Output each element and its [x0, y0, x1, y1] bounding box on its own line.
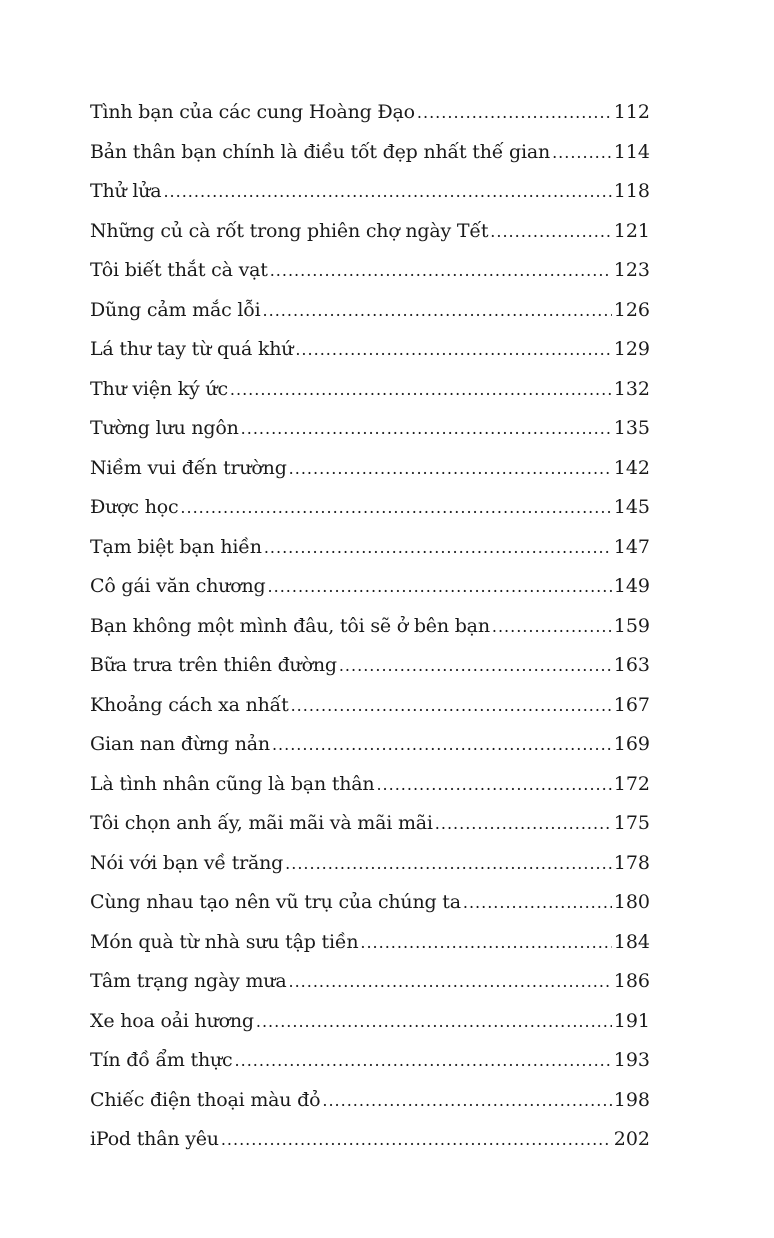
toc-entry-title: Cùng nhau tạo nên vũ trụ của chúng ta — [90, 891, 461, 913]
toc-entry-title: Những củ cà rốt trong phiên chợ ngày Tết — [90, 219, 489, 242]
toc-page-number: 167 — [613, 693, 650, 716]
toc-entry[interactable] — [90, 97, 650, 137]
toc-entry-title: Tín đồ ẩm thực — [90, 1049, 233, 1071]
toc-entry-title: Xe hoa oải hương — [90, 1009, 254, 1032]
toc-dot-leader — [291, 691, 612, 721]
toc-page-number: 191 — [613, 1009, 650, 1032]
toc-dot-leader — [492, 612, 612, 642]
toc-entry[interactable] — [90, 769, 650, 809]
toc-entry[interactable] — [90, 966, 650, 1006]
toc-page-number: 121 — [613, 219, 650, 242]
toc-entry[interactable] — [90, 1045, 650, 1085]
toc-page-number: 129 — [613, 338, 650, 360]
toc-page-number: 175 — [613, 812, 650, 834]
toc-entry[interactable] — [90, 137, 650, 177]
toc-dot-leader — [285, 849, 612, 879]
toc-page-number: 123 — [613, 259, 650, 281]
toc-entry-title: Dũng cảm mắc lỗi — [90, 298, 261, 321]
toc-entry[interactable] — [90, 1006, 650, 1046]
toc-entry-title: Nói với bạn về trăng — [90, 851, 284, 874]
toc-page-number: 149 — [613, 575, 650, 597]
toc-entry-title: iPod thân yêu — [90, 1128, 219, 1150]
toc-entry-title: Thử lửa — [90, 180, 162, 202]
toc-dot-leader — [221, 1125, 612, 1155]
toc-page-number: 169 — [613, 733, 650, 755]
toc-dot-leader — [288, 967, 611, 997]
toc-entry-title: Được học — [90, 496, 179, 518]
toc-entry[interactable] — [90, 374, 650, 414]
toc-dot-leader — [264, 533, 612, 563]
toc-dot-leader — [268, 572, 612, 602]
toc-entry[interactable] — [90, 808, 650, 848]
toc-entry-title: Món quà từ nhà sưu tập tiền — [90, 930, 359, 953]
toc-entry[interactable] — [90, 334, 650, 374]
toc-dot-leader — [376, 770, 611, 800]
toc-page-number: 112 — [613, 101, 650, 123]
toc-dot-leader — [339, 651, 612, 681]
toc-dot-leader — [270, 256, 612, 286]
toc-entry-title: Là tình nhân cũng là bạn thân — [90, 772, 375, 795]
toc-entry[interactable] — [90, 295, 650, 335]
toc-page-number: 186 — [613, 970, 650, 992]
toc-page-number: 145 — [613, 496, 650, 518]
toc-dot-leader — [241, 414, 612, 444]
toc-dot-leader — [289, 454, 612, 484]
toc-entry[interactable] — [90, 532, 650, 572]
toc-entry[interactable] — [90, 927, 650, 967]
toc-page-number: 184 — [613, 930, 650, 953]
toc-dot-leader — [360, 928, 611, 958]
toc-dot-leader — [490, 217, 611, 247]
toc-page-number: 193 — [613, 1049, 650, 1071]
toc-entry-title: Niềm vui đến trường — [90, 456, 287, 479]
toc-entry[interactable] — [90, 453, 650, 493]
toc-entry-title: Lá thư tay từ quá khứ — [90, 338, 294, 360]
toc-dot-leader — [230, 375, 612, 405]
toc-page-number: 114 — [613, 140, 650, 163]
toc-page-number: 172 — [613, 772, 650, 795]
toc-entry-title: Thư viện ký ức — [90, 377, 228, 400]
toc-entry[interactable] — [90, 492, 650, 532]
table-of-contents — [90, 97, 650, 1164]
toc-page-number: 163 — [613, 654, 650, 676]
toc-dot-leader — [235, 1046, 612, 1076]
toc-entry-title: Bạn không một mình đâu, tôi sẽ ở bên bạn — [90, 614, 490, 637]
toc-page-number: 198 — [613, 1088, 650, 1111]
toc-page-number: 147 — [613, 535, 650, 558]
toc-entry[interactable] — [90, 176, 650, 216]
toc-page-number: 126 — [613, 298, 650, 321]
toc-dot-leader — [322, 1086, 611, 1116]
toc-dot-leader — [256, 1007, 612, 1037]
toc-entry-title: Bản thân bạn chính là điều tốt đẹp nhất thế gian — [90, 140, 551, 163]
toc-entry-title: Tôi chọn anh ấy, mãi mãi và mãi mãi — [90, 812, 433, 834]
toc-page-number: 142 — [613, 456, 650, 479]
toc-dot-leader — [417, 98, 612, 128]
toc-entry[interactable] — [90, 729, 650, 769]
toc-entry[interactable] — [90, 887, 650, 927]
toc-entry-title: Chiếc điện thoại màu đỏ — [90, 1088, 321, 1111]
toc-entry[interactable] — [90, 571, 650, 611]
toc-dot-leader — [272, 730, 612, 760]
toc-entry-title: Tạm biệt bạn hiền — [90, 535, 262, 558]
toc-entry-title: Tâm trạng ngày mưa — [90, 970, 287, 992]
toc-entry-title: Gian nan đừng nản — [90, 733, 270, 755]
toc-entry[interactable] — [90, 690, 650, 730]
toc-entry[interactable] — [90, 255, 650, 295]
toc-entry[interactable] — [90, 1124, 650, 1164]
toc-entry-title: Cô gái văn chương — [90, 575, 266, 597]
toc-page-number: 135 — [613, 417, 650, 439]
toc-entry[interactable] — [90, 1085, 650, 1125]
toc-entry-title: Tường lưu ngôn — [90, 417, 239, 439]
toc-page-number: 178 — [613, 851, 650, 874]
toc-dot-leader — [435, 809, 612, 839]
toc-entry[interactable] — [90, 216, 650, 256]
toc-entry-title: Bữa trưa trên thiên đường — [90, 654, 337, 676]
toc-entry[interactable] — [90, 650, 650, 690]
toc-entry-title: Khoảng cách xa nhất — [90, 693, 289, 716]
toc-dot-leader — [263, 296, 612, 326]
toc-page-number: 159 — [613, 614, 650, 637]
toc-page-number: 118 — [613, 180, 650, 202]
toc-page-number: 132 — [613, 377, 650, 400]
toc-dot-leader — [180, 493, 611, 523]
toc-page-number: 202 — [613, 1128, 650, 1150]
toc-page-number: 180 — [613, 891, 650, 913]
toc-dot-leader — [295, 335, 611, 365]
toc-entry[interactable] — [90, 611, 650, 651]
toc-entry-title: Tôi biết thắt cà vạt — [90, 259, 268, 281]
toc-entry-title: Tình bạn của các cung Hoàng Đạo — [90, 101, 415, 123]
toc-dot-leader — [552, 138, 612, 168]
toc-dot-leader — [463, 888, 612, 918]
toc-entry[interactable] — [90, 413, 650, 453]
toc-dot-leader — [163, 177, 611, 207]
toc-entry[interactable] — [90, 848, 650, 888]
